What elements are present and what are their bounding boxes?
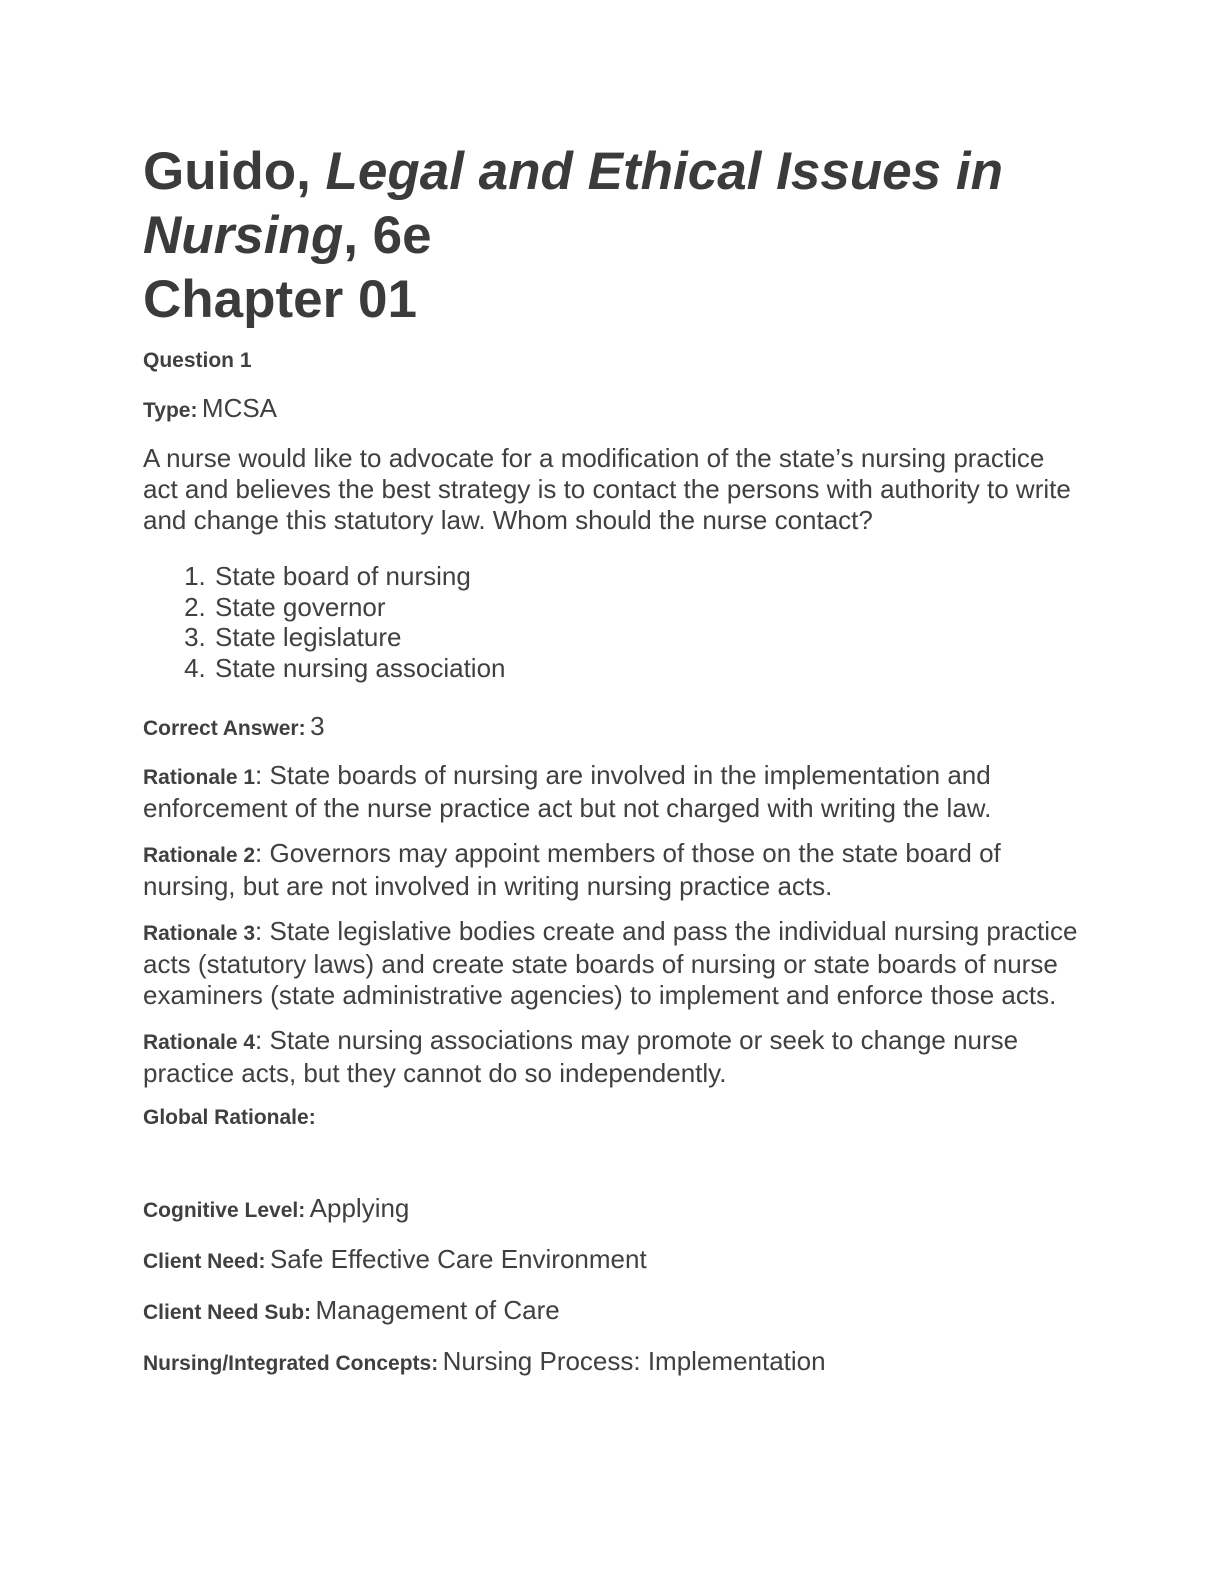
title-book: Legal and Ethical Issues in Nursing [143, 142, 1003, 265]
question-number [143, 346, 1083, 378]
correct-answer [143, 711, 1083, 746]
correct-answer-label: Correct Answer: [143, 717, 306, 740]
rationale-2 [143, 838, 1083, 902]
rationale-4 [143, 1025, 1083, 1089]
document-page [143, 140, 1083, 1381]
rationale-text: : State boards of nursing are involved in the implementation and enforcement of the nurse practice act but not charged with writing the law. [143, 760, 992, 823]
client-need-value: Safe Effective Care Environment [269, 1244, 647, 1274]
rationale-label: Rationale 1 [143, 766, 256, 789]
type-value: MCSA [201, 393, 278, 423]
answer-options [143, 561, 1083, 683]
cognitive-level [143, 1193, 1083, 1228]
integrated-concepts-value: Nursing Process: Implementation [442, 1346, 826, 1376]
rationale-label: Rationale 3 [143, 922, 256, 945]
rationale-text: : Governors may appoint members of those on the state board of nursing, but are not involved in writing nursing practice acts. [143, 838, 1001, 901]
title-author: Guido, [143, 142, 326, 201]
chapter-heading: Chapter 01 [143, 270, 417, 329]
rationale-label: Rationale 2 [143, 844, 256, 867]
rationale-text: : State nursing associations may promote or seek to change nurse practice acts, but they cannot do so independently. [143, 1025, 1019, 1088]
option-item: 4. State nursing association [213, 653, 1083, 684]
client-need-sub [143, 1295, 1083, 1330]
type-label: Type: [143, 399, 198, 422]
option-item: 2. State governor [213, 592, 1083, 623]
integrated-concepts-label: Nursing/Integrated Concepts: [143, 1352, 439, 1375]
question-stem: A nurse would like to advocate for a modification of the state’s nursing practice act and believes the best strategy is to contact the persons with authority to write and change this statutory law. Whom should the nurse contact? [143, 443, 1071, 535]
question-number-label: Question 1 [143, 349, 252, 372]
correct-answer-value: 3 [310, 711, 325, 741]
rationale-text: : State legislative bodies create and pass the individual nursing practice acts (statutory laws) and create state boards of nursing or state boards of nurse examiners (state administrative agencies) to implement and enforce those acts. [143, 916, 1078, 1010]
global-rationale-label: Global Rationale: [143, 1106, 316, 1129]
option-item: 1. State board of nursing [213, 561, 1083, 592]
global-rationale [143, 1103, 1083, 1135]
cognitive-level-value: Applying [309, 1193, 410, 1223]
rationale-label: Rationale 4 [143, 1031, 256, 1054]
question-type [143, 393, 1083, 428]
client-need [143, 1244, 1083, 1279]
option-item: 3. State legislature [213, 622, 1083, 653]
client-need-sub-label: Client Need Sub: [143, 1301, 312, 1324]
document-title [143, 140, 1083, 268]
client-need-sub-value: Management of Care [315, 1295, 560, 1325]
title-edition: , 6e [343, 206, 432, 265]
rationale-3 [143, 916, 1083, 1011]
integrated-concepts [143, 1346, 1083, 1381]
rationale-1 [143, 760, 1083, 824]
client-need-label: Client Need: [143, 1250, 266, 1273]
cognitive-level-label: Cognitive Level: [143, 1199, 306, 1222]
